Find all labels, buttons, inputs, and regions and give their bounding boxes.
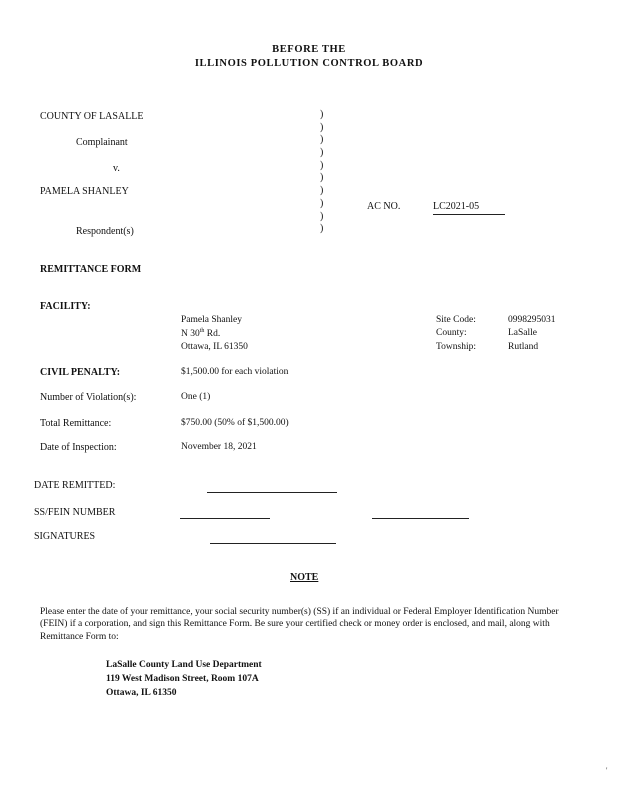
facility-label: FACILITY:: [40, 301, 91, 312]
ac-number-value: LC2021-05: [433, 201, 480, 212]
inspection-date-value: November 18, 2021: [181, 442, 257, 452]
corner-mark: ': [606, 766, 608, 775]
paren: ): [320, 185, 324, 197]
violations-label: Number of Violation(s):: [40, 392, 137, 403]
site-code-label: Site Code:: [436, 315, 476, 325]
form-title: REMITTANCE FORM: [40, 264, 142, 275]
township-label: Township:: [436, 342, 476, 352]
facility-name: Pamela Shanley: [181, 315, 242, 325]
ac-number-label: AC NO.: [367, 201, 401, 212]
paren: ): [320, 210, 324, 222]
county-value: LaSalle: [508, 328, 538, 338]
civil-penalty-value: $1,500.00 for each violation: [181, 367, 289, 377]
inspection-date-label: Date of Inspection:: [40, 442, 117, 453]
board-heading-line2: ILLINOIS POLLUTION CONTROL BOARD: [194, 58, 424, 69]
caption-parentheses: [320, 109, 330, 236]
county-label: County:: [436, 328, 467, 338]
address-line-2: 119 West Madison Street, Room 107A: [106, 674, 259, 684]
complainant-name: COUNTY OF LASALLE: [40, 111, 144, 122]
note-heading: NOTE: [290, 572, 319, 583]
civil-penalty-label: CIVIL PENALTY:: [40, 367, 121, 378]
paren: ): [320, 172, 324, 184]
date-remitted-line[interactable]: [207, 492, 337, 493]
paren: ): [320, 223, 324, 235]
board-heading-line1: BEFORE THE: [272, 44, 346, 55]
paren: ): [320, 147, 324, 159]
ac-number-underline: [433, 214, 505, 215]
violations-value: One (1): [181, 392, 211, 402]
ssfein-line-2[interactable]: [372, 518, 469, 519]
township-value: Rutland: [508, 342, 539, 352]
signatures-line[interactable]: [210, 543, 336, 544]
site-code-value: 0998295031: [508, 315, 556, 325]
date-remitted-label: DATE REMITTED:: [34, 480, 116, 491]
address-line-3: Ottawa, IL 61350: [106, 688, 177, 698]
facility-street: N 30th Rd.: [181, 328, 221, 340]
paren: ): [320, 121, 324, 133]
paren: ): [320, 109, 324, 120]
respondent-name: PAMELA SHANLEY: [40, 186, 129, 197]
versus-label: v.: [113, 163, 120, 174]
facility-city: Ottawa, IL 61350: [181, 342, 248, 352]
ssfein-label: SS/FEIN NUMBER: [34, 507, 116, 518]
respondent-role: Respondent(s): [76, 226, 134, 237]
signatures-label: SIGNATURES: [34, 531, 96, 542]
ssfein-line-1[interactable]: [180, 518, 270, 519]
total-remittance-value: $750.00 (50% of $1,500.00): [181, 418, 289, 428]
complainant-role: Complainant: [76, 137, 128, 148]
total-remittance-label: Total Remittance:: [40, 418, 112, 429]
note-body: Please enter the date of your remittance, your social security number(s) (SS) if an individual or Federal Employer Identification Number (FEIN) if a corporation, and sign this Remittance Form. Be sure your certified check or money order is enclosed, and mail, along with Remittance Form to:: [40, 607, 559, 642]
address-line-1: LaSalle County Land Use Department: [106, 660, 262, 670]
paren: ): [320, 134, 324, 146]
paren: ): [320, 159, 324, 171]
paren: ): [320, 197, 324, 209]
